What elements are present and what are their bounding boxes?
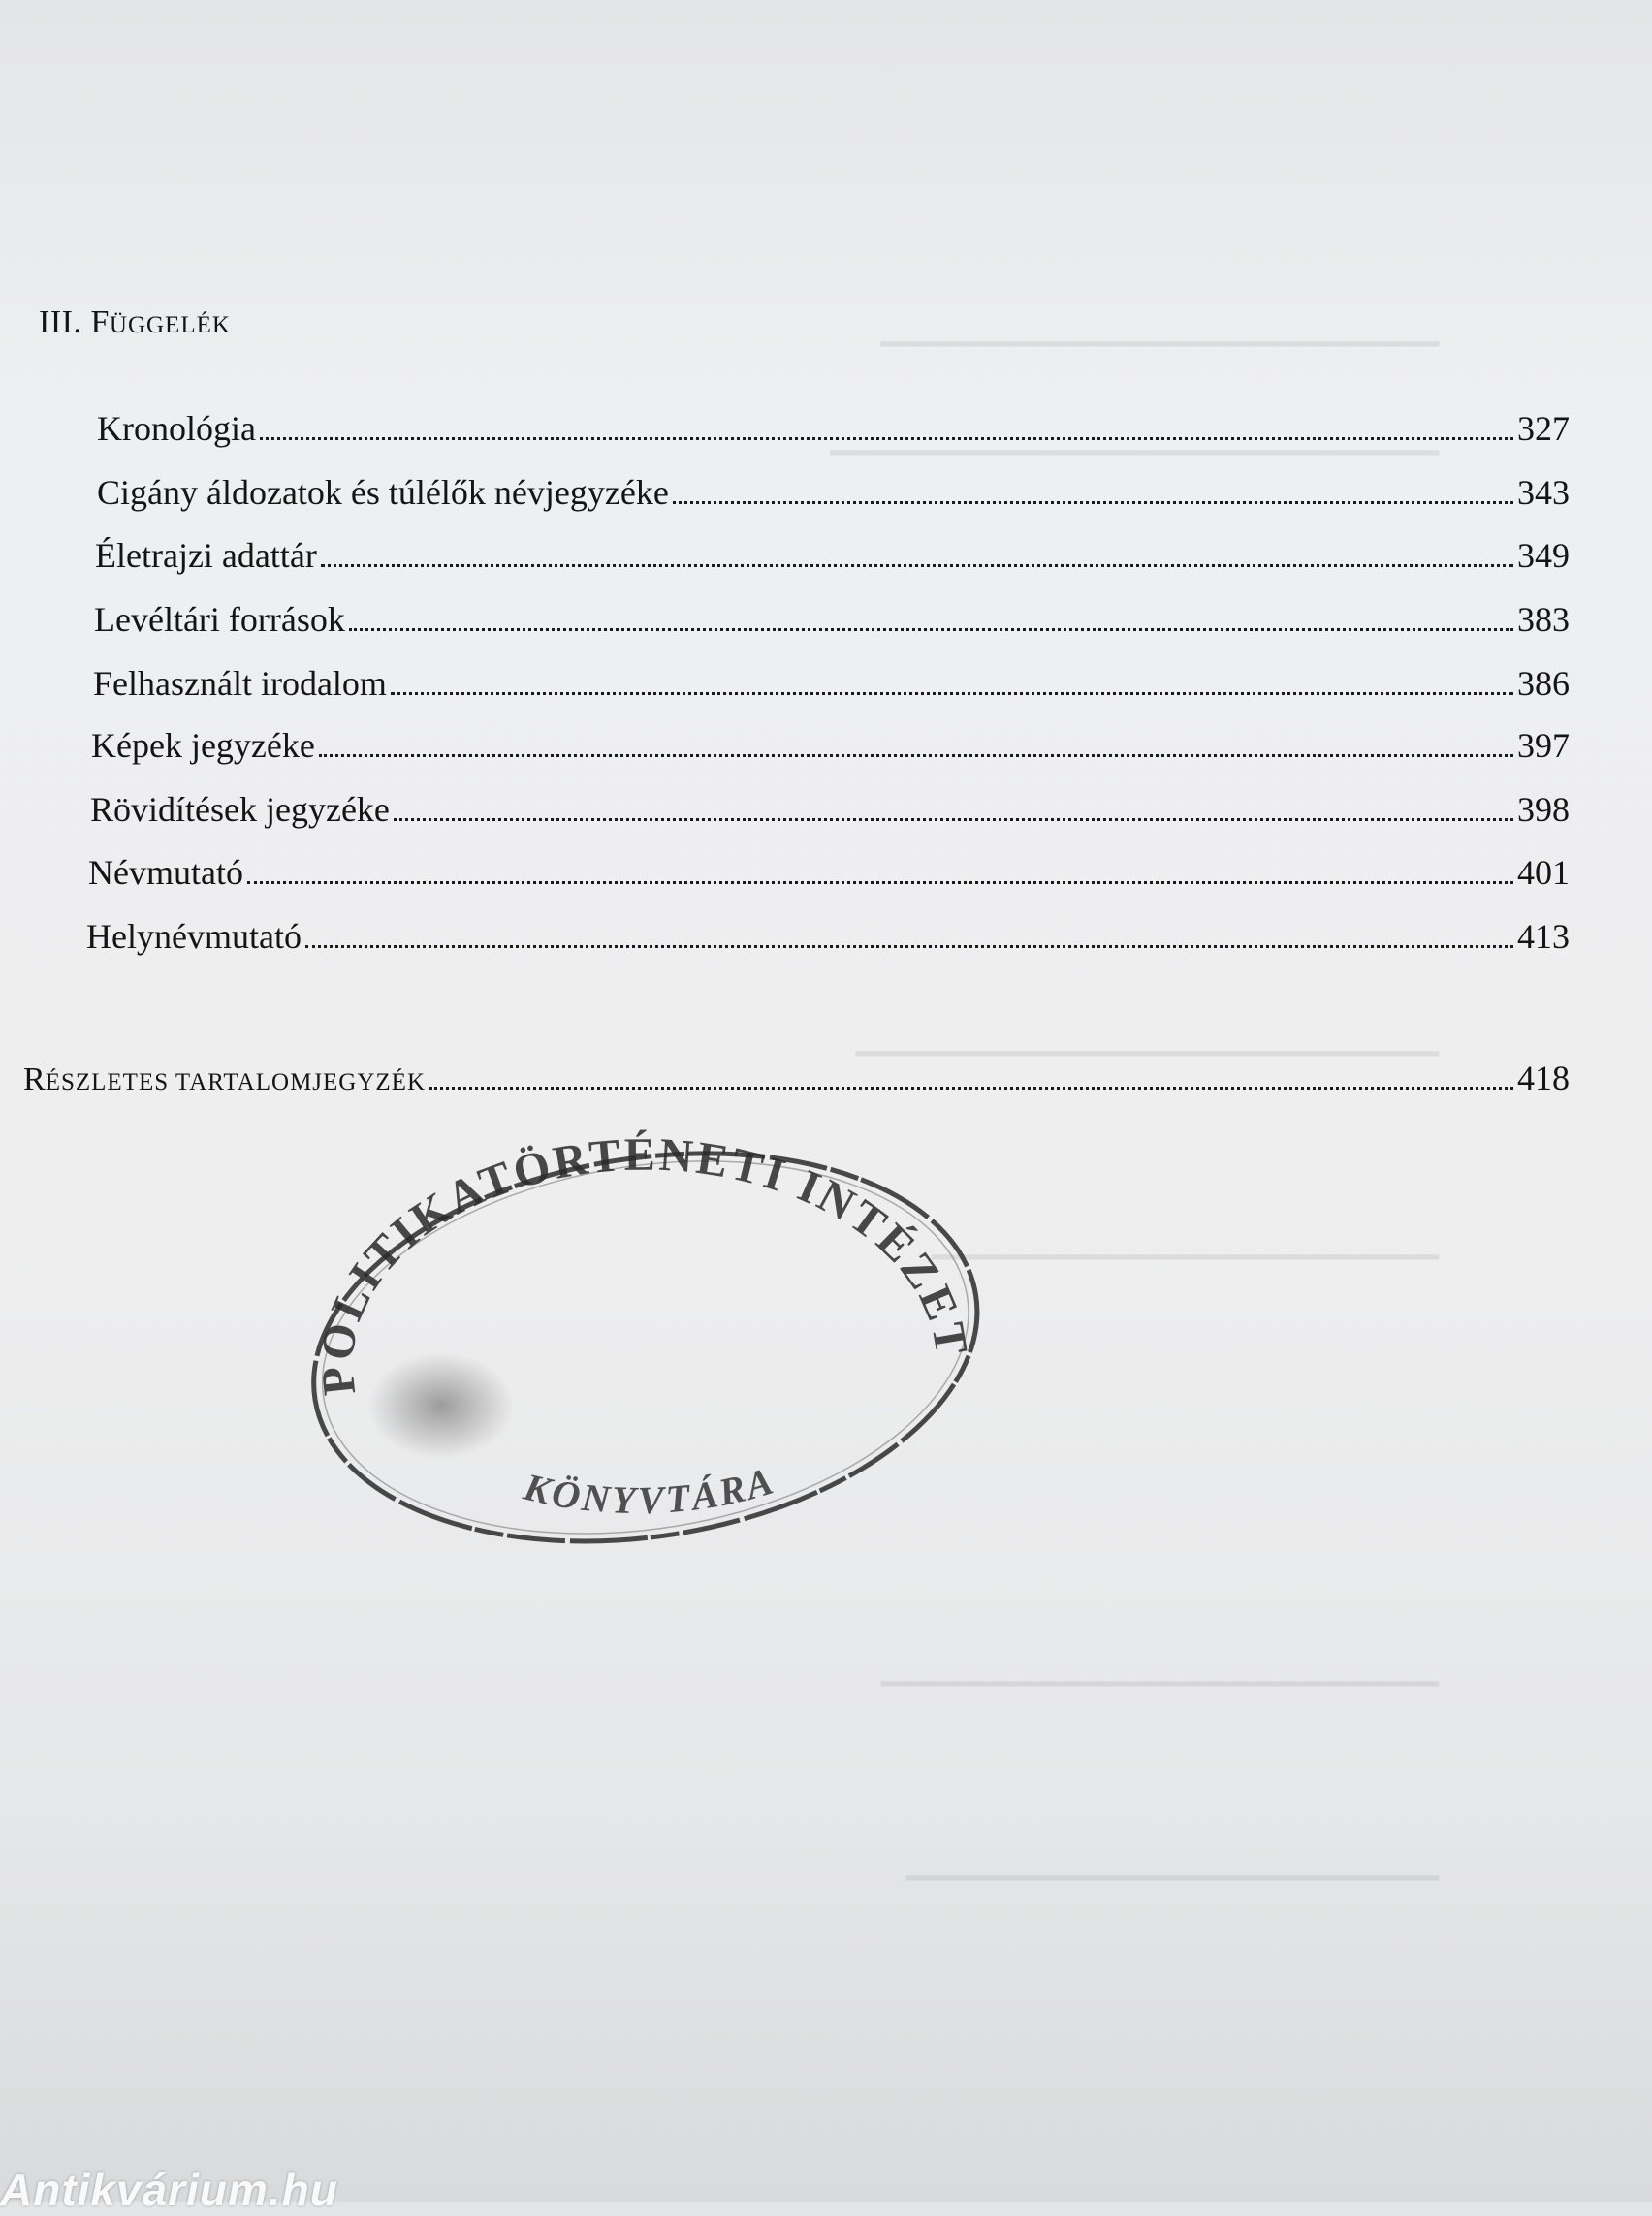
bleed-through-line: ▁▁▁▁▁▁▁▁▁▁▁▁▁▁▁▁▁▁▁▁▁ — [905, 1844, 1439, 1880]
toc-entry-label: Rövidítések jegyzéke — [90, 790, 390, 829]
toc-entry-page: 327 — [1517, 409, 1570, 448]
bleed-through-line: ▁▁▁▁▁▁▁▁▁▁▁▁▁▁▁▁▁▁▁▁ — [932, 1223, 1439, 1259]
library-stamp — [296, 1115, 994, 1570]
toc-entry-page: 343 — [1517, 473, 1570, 512]
section-title-initial: F — [90, 304, 110, 340]
dot-leader — [321, 564, 1513, 567]
dot-leader — [673, 501, 1513, 504]
toc-entry-label: Felhasznált irodalom — [93, 664, 387, 703]
toc-entry-label: Levéltári források — [94, 600, 345, 639]
dot-leader — [349, 628, 1513, 631]
toc-entry-felhasznalt-irodalom[interactable] — [93, 662, 1570, 705]
stamp-bottom-text: KÖNYVTÁRA — [520, 1457, 780, 1523]
toc-entry-page: 383 — [1517, 600, 1570, 639]
toc-entry-page: 418 — [1517, 1059, 1570, 1097]
toc-entry-reszletes-tartalomjegyzek[interactable] — [23, 1057, 1570, 1104]
toc-entry-nevmutato[interactable] — [88, 851, 1570, 894]
toc-entry-label: Névmutató — [88, 853, 243, 892]
toc-entry-page: 413 — [1517, 917, 1570, 956]
bleed-through-line: ▁▁▁▁▁▁▁▁▁▁▁▁▁▁▁▁▁▁▁▁▁▁▁▁ — [830, 419, 1439, 455]
ink-smudge — [368, 1352, 514, 1459]
toc-entry-label — [23, 1057, 426, 1104]
dot-leader — [394, 818, 1513, 821]
detailed-toc-rest: ÉSZLETES TARTALOMJEGYZÉK — [45, 1069, 426, 1095]
bleed-through-line: ▁▁▁▁▁▁▁▁▁▁▁▁▁▁▁▁▁▁▁▁▁▁ — [880, 310, 1439, 346]
toc-entry-label: Cigány áldozatok és túlélők névjegyzéke — [97, 473, 669, 512]
watermark: Antikvárium.hu — [0, 2165, 338, 2215]
toc-entry-kepek-jegyzeke[interactable] — [91, 724, 1570, 767]
toc-entry-leveltari-forrasok[interactable] — [94, 598, 1570, 641]
toc-entry-helynevmutato[interactable] — [86, 915, 1570, 958]
dot-leader — [391, 692, 1513, 695]
toc-entry-label: Helynévmutató — [86, 917, 302, 956]
toc-entry-page: 401 — [1517, 853, 1570, 892]
section-number: III. — [39, 304, 82, 340]
toc-entry-nevjegyzek[interactable] — [97, 471, 1570, 514]
toc-entry-eletrajzi-adattar[interactable] — [95, 534, 1570, 577]
toc-entry-page: 386 — [1517, 664, 1570, 703]
toc-entry-label: Kronológia — [97, 409, 256, 448]
toc-entry-page: 397 — [1517, 726, 1570, 765]
toc-entry-roviditesek-jegyzeke[interactable] — [90, 788, 1570, 831]
toc-entry-kronologia[interactable] — [97, 407, 1570, 450]
stamp-top-text: POLITIKATÖRTÉNETI INTÉZET — [310, 1128, 978, 1398]
dot-leader — [429, 1087, 1513, 1090]
bleed-through-line: ▁▁▁▁▁▁▁▁▁▁▁▁▁▁▁▁▁▁▁▁▁▁▁ — [855, 1020, 1439, 1056]
dot-leader — [319, 754, 1513, 757]
bleed-through-line: ▁▁▁▁▁▁▁▁▁▁▁▁▁▁▁▁▁▁▁▁▁▁ — [880, 1650, 1439, 1686]
section-heading — [39, 304, 231, 341]
detailed-toc-initial: R — [23, 1061, 46, 1097]
toc-entry-page: 349 — [1517, 536, 1570, 575]
toc-entry-label: Képek jegyzéke — [91, 726, 315, 765]
dot-leader — [247, 881, 1513, 884]
dot-leader — [260, 437, 1513, 440]
toc-entry-label: Életrajzi adattár — [95, 536, 317, 575]
section-title-rest: ÜGGELÉK — [109, 312, 231, 338]
toc-entry-page: 398 — [1517, 790, 1570, 829]
dot-leader — [305, 945, 1513, 948]
